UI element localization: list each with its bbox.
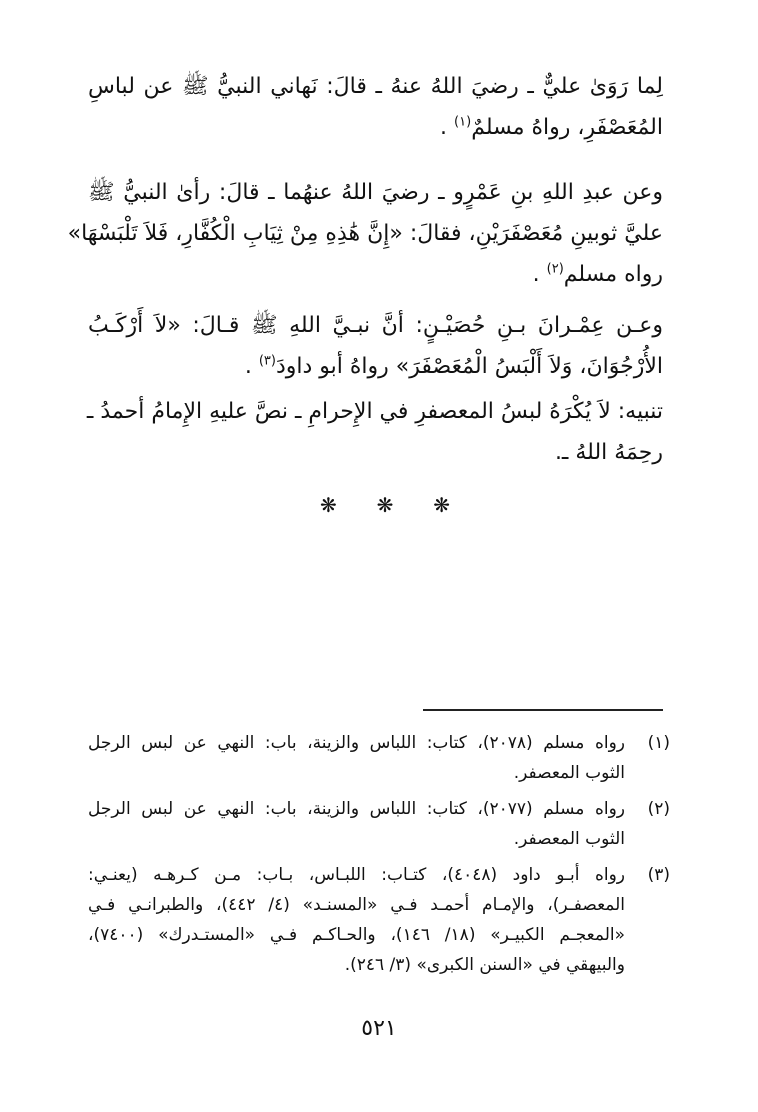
footnote-line: رواه مسلم (٢٠٧٨)، كتاب: اللباس والزينة، باب: النهي عن لبس الرجل	[88, 733, 625, 753]
footnote-line: الثوب المعصفر.	[513, 829, 625, 849]
section-divider	[320, 493, 450, 517]
footnote-text	[88, 794, 625, 854]
footnote-text	[88, 728, 625, 788]
paragraph-line	[88, 254, 663, 295]
page-number: ٥٢١	[361, 1016, 397, 1041]
paragraph-2	[67, 172, 663, 295]
footnote-ref[interactable]: (٢)	[546, 261, 564, 277]
star-ornament-icon: ❋	[433, 493, 450, 517]
footnote-number: (١)	[647, 733, 670, 753]
footnotes	[88, 728, 670, 986]
paragraph-line	[88, 346, 663, 387]
line-text: رواه مسلم	[563, 262, 663, 287]
line-text: المُعَصْفَرِ، رواهُ مسلمٌ	[471, 115, 663, 140]
star-ornament-icon: ❋	[376, 493, 394, 517]
footnote-ref[interactable]: (١)	[454, 114, 472, 130]
footnote-text	[88, 860, 625, 980]
footnote-item	[88, 728, 670, 788]
footnote-line: «المعجـم الكبيـر» (١٨/ ١٤٦)، والحـاكـم فـي «المستـدرك» (٧٤٠٠)،	[88, 925, 626, 945]
paragraph-line: عليَّ ثوبينِ مُعَصْفَرَيْنِ، فقالَ: «إِنَّ هَٰذِهِ مِنْ ثِيَابِ الْكُفَّارِ، فَلاَ تَلْبَسْهَا»	[67, 221, 663, 246]
line-text: الأُرْجُوَانَ، وَلاَ أَلْبَسُ الْمُعَصْفَرَ» رواهُ أبو داودَ	[275, 354, 663, 379]
footnote-ref[interactable]: (٣)	[258, 353, 276, 369]
paragraph-line: تنبيه: لاَ يُكْرَهُ لبسُ المعصفرِ في الإِحرامِ ـ نصَّ عليهِ الإِمامُ أحمدُ ـ	[86, 399, 663, 424]
line-tail: .	[244, 354, 259, 379]
paragraph-line: لِما رَوَىٰ عليٌّ ـ رضيَ اللهُ عنهُ ـ قالَ: نَهاني النبيُّ ﷺ عن لباسِ	[88, 74, 663, 99]
paragraph-line	[88, 107, 663, 148]
paragraph-line: وعـن عِمْـرانَ بـنِ حُصَيْـنٍ: أنَّ نبـيَّ اللهِ ﷺ قـالَ: «لاَ أَرْكَـبُ	[88, 313, 663, 338]
footnote-line: رواه مسلم (٢٠٧٧)، كتاب: اللباس والزينة، باب: النهي عن لبس الرجل	[88, 799, 625, 819]
footnote-number: (٢)	[647, 799, 670, 819]
line-tail: .	[440, 115, 455, 140]
paragraph-line: رحِمَهُ اللهُ ـ.	[554, 440, 663, 465]
footnote-line: رواه أبـو داود (٤٠٤٨)، كتـاب: اللبـاس، بـاب: مـن كـرهـه (يعنـي:	[88, 865, 626, 885]
paragraph-line: وعن عبدِ اللهِ بنِ عَمْرٍو ـ رضيَ اللهُ عنهُما ـ قالَ: رأىٰ النبيُّ ﷺ	[88, 180, 663, 205]
star-ornament-icon: ❋	[320, 493, 337, 517]
line-tail: .	[532, 262, 547, 287]
footnote-item	[88, 794, 670, 854]
footnote-line: المعصفـر)، والإمـام أحمـد فـي «المسنـد» (٤/ ٤٤٢)، والطبرانـي فـي	[88, 895, 626, 915]
footnote-separator	[423, 709, 663, 711]
paragraph-3	[88, 305, 663, 387]
footnote-number: (٣)	[647, 865, 670, 885]
footnote-line: والبيهقي في «السنن الكبرى» (٣/ ٢٤٦).	[344, 955, 625, 975]
footnote-item	[88, 860, 670, 980]
paragraph-1	[88, 66, 663, 148]
paragraph-note	[88, 391, 663, 473]
footnote-line: الثوب المعصفر.	[513, 763, 625, 783]
